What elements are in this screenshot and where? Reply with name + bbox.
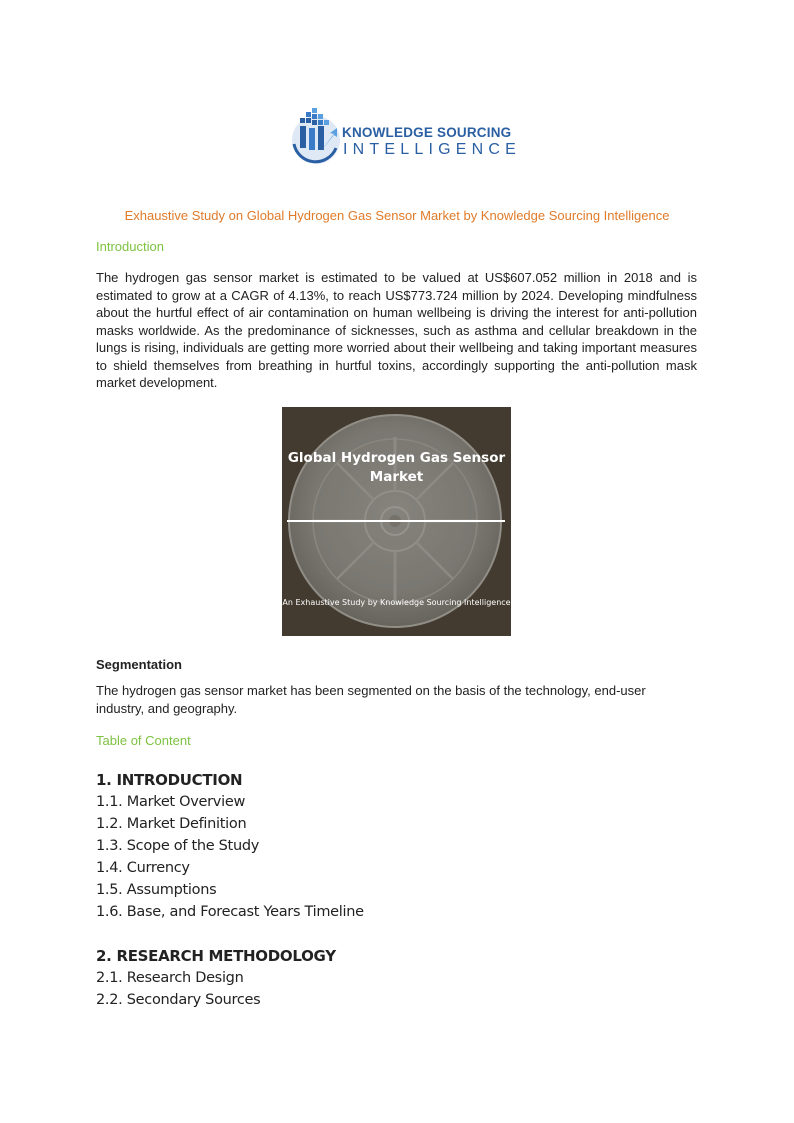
logo-emblem-icon: [290, 104, 346, 166]
toc-item: 1.4. Currency: [96, 860, 190, 876]
hero-subtitle: An Exhaustive Study by Knowledge Sourcing Intelligence: [282, 598, 511, 607]
logo-text-primary: KNOWLEDGE SOURCING: [342, 125, 512, 140]
company-logo: [290, 104, 521, 166]
toc-section-title: 1. INTRODUCTION: [96, 771, 243, 789]
document-title: Exhaustive Study on Global Hydrogen Gas Sensor Market by Knowledge Sourcing Intelligence: [124, 208, 670, 223]
toc-item: 2.2. Secondary Sources: [96, 992, 261, 1008]
logo-text-secondary: INTELLIGENCE: [343, 141, 521, 158]
introduction-heading: Introduction: [96, 239, 164, 254]
toc-heading: Table of Content: [96, 733, 191, 748]
toc-item: 1.3. Scope of the Study: [96, 838, 260, 854]
toc-section-title: 2. RESEARCH METHODOLOGY: [96, 947, 336, 965]
introduction-paragraph: The hydrogen gas sensor market is estimated to be valued at US$607.052 million in 2018 and is estimated to grow at a CAGR of 4.13%, to reach US$773.724 million by 2024. Developing mindfulness about the hurtful effect of air contamination on human wellbeing is driving the interest for anti-pollution masks worldwide. As the predominance of sicknesses, such as asthma and cellular breakdown in the lungs is rising, individuals are getting more worried about their wellbeing and taking important measures to shield themselves from breathing in hurtful toxins, accordingly supporting the anti-pollution mask market development.: [96, 270, 697, 390]
hero-divider: [287, 520, 505, 522]
hero-title: Global Hydrogen Gas Sensor Market: [287, 450, 506, 485]
segmentation-paragraph: The hydrogen gas sensor market has been segmented on the basis of the technology, end-user industry, and geography.: [96, 683, 646, 716]
segmentation-heading: Segmentation: [96, 657, 182, 672]
toc-item: 1.6. Base, and Forecast Years Timeline: [96, 904, 364, 920]
toc-item: 1.5. Assumptions: [96, 882, 217, 898]
toc-item: 1.2. Market Definition: [96, 816, 247, 832]
toc-item: 2.1. Research Design: [96, 970, 244, 986]
hero-image: [282, 407, 511, 636]
toc-item: 1.1. Market Overview: [96, 794, 245, 810]
